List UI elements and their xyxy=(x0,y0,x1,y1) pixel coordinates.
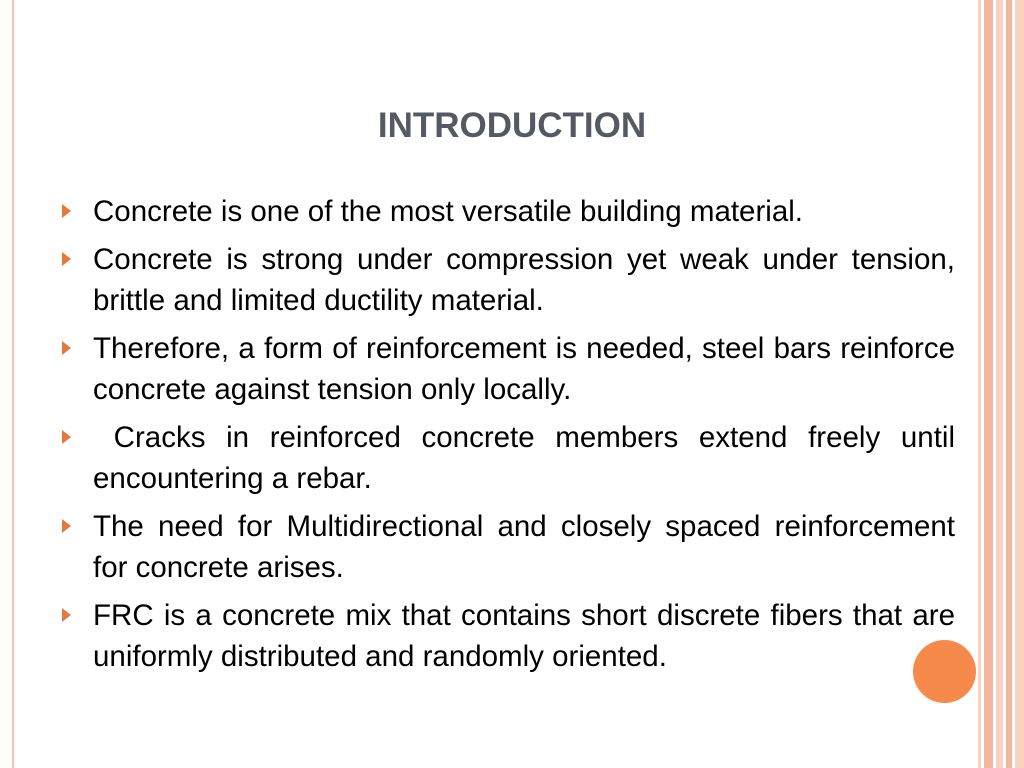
bullet-item xyxy=(60,417,964,499)
decorative-circle xyxy=(913,640,976,703)
bullet-item xyxy=(60,191,955,232)
triangle-right-icon xyxy=(62,341,71,355)
triangle-right-icon xyxy=(62,519,71,533)
triangle-right-icon xyxy=(62,252,71,266)
bullet-text: Concrete is strong under compression yet weak under tension, brittle and limited ductility material. xyxy=(93,243,955,317)
triangle-right-icon xyxy=(62,204,71,218)
bullet-text: Cracks in reinforced concrete members extend freely until encountering a rebar. xyxy=(93,421,964,495)
bullet-text: Therefore, a form of reinforcement is needed, steel bars reinforce concrete against tension only locally. xyxy=(93,332,955,406)
bullet-text: Concrete is one of the most versatile building material. xyxy=(93,195,803,228)
bullet-item xyxy=(60,328,955,410)
bullet-item xyxy=(60,506,955,588)
triangle-right-icon xyxy=(62,608,71,622)
triangle-right-icon xyxy=(62,430,71,444)
bullet-text: The need for Multidirectional and closely spaced reinforcement for concrete arises. xyxy=(93,510,955,584)
bullet-item xyxy=(60,595,955,677)
slide-title: INTRODUCTION xyxy=(377,106,647,146)
bullet-text: FRC is a concrete mix that contains short discrete fibers that are uniformly distributed and randomly oriented. xyxy=(93,599,955,673)
bullet-item xyxy=(60,239,955,321)
bullet-list xyxy=(60,191,964,684)
